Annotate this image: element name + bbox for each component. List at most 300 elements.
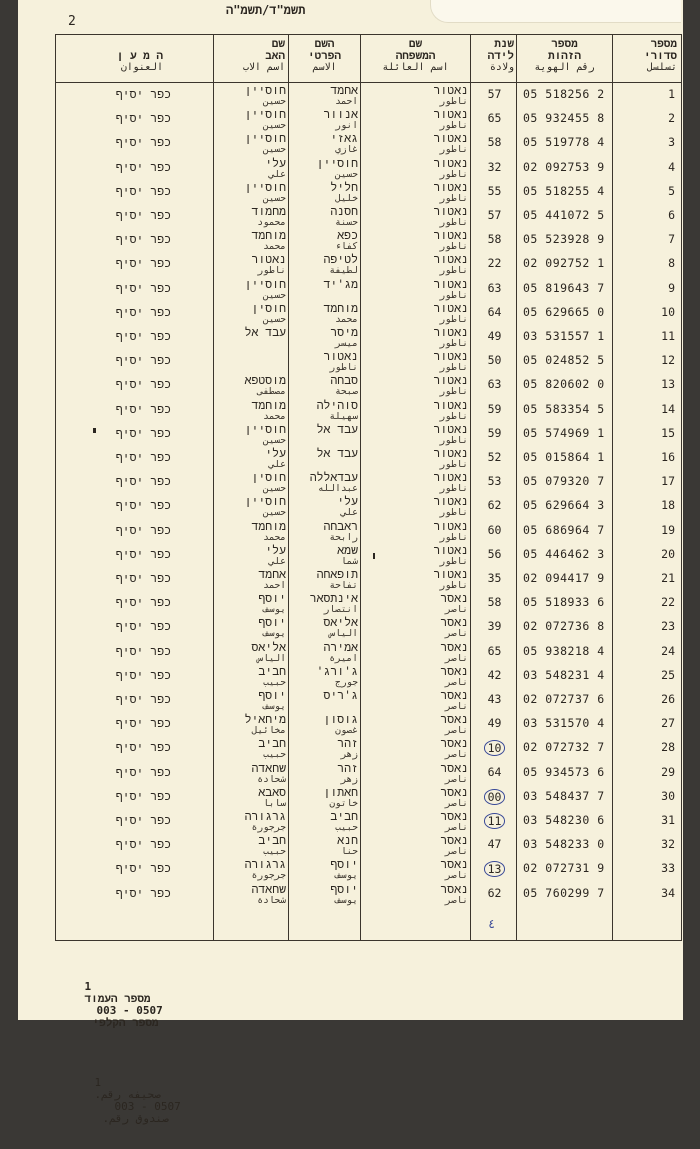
- birth-year: [472, 692, 517, 706]
- first-name: [290, 302, 360, 325]
- birth-year-value: 57: [487, 87, 502, 101]
- first-name-hebrew: חנא: [337, 833, 358, 848]
- family-name-hebrew: נאטור: [433, 131, 468, 146]
- serial-number: 28: [661, 740, 675, 755]
- id-number: 05 446462 3: [523, 546, 605, 561]
- father-name: [214, 84, 288, 107]
- table-row: [56, 883, 681, 907]
- family-name-arabic: ناصر: [445, 797, 468, 809]
- family-name: [362, 132, 470, 155]
- first-name-arabic: خاتون: [329, 797, 358, 809]
- voter-table: [55, 34, 682, 941]
- first-name-arabic: غصون: [335, 725, 358, 737]
- father-name-hebrew: מוחמד: [251, 518, 286, 533]
- family-name: [362, 713, 470, 736]
- address: כפר יסיף: [115, 692, 171, 706]
- first-name-hebrew: אמירה: [323, 639, 358, 654]
- family-name: [362, 374, 470, 397]
- table-row: [56, 108, 681, 132]
- family-name-arabic: ناطور: [439, 483, 468, 495]
- first-name-arabic: اميرة: [329, 652, 358, 664]
- birth-year-value: 35: [487, 571, 502, 585]
- first-name: [290, 858, 360, 881]
- table-row: [56, 737, 681, 761]
- family-name-hebrew: נאסר: [440, 857, 468, 872]
- first-name-hebrew: גאזי: [330, 131, 358, 146]
- birth-year: [472, 813, 517, 829]
- address: כפר יסיף: [115, 280, 171, 295]
- family-name-arabic: ناصر: [445, 725, 468, 737]
- id-number: 03 531570 4: [523, 716, 605, 731]
- family-name: [362, 157, 470, 180]
- first-name: [290, 253, 360, 276]
- father-name: [214, 713, 288, 736]
- father-name: [214, 641, 288, 664]
- serial-number: 21: [661, 571, 675, 585]
- birth-year: [472, 789, 517, 805]
- first-name-hebrew: ראבחה: [323, 518, 358, 533]
- birth-year: [472, 160, 517, 174]
- family-name-arabic: ناطور: [439, 580, 468, 591]
- family-name-arabic: ناطور: [439, 192, 468, 204]
- birth-year-value: 59: [487, 425, 502, 440]
- father-name-arabic: مخائيل: [251, 725, 286, 737]
- father-name-hebrew: נאטור: [251, 252, 286, 267]
- birth-year: [472, 87, 517, 101]
- family-name-hebrew: נאסר: [440, 712, 468, 727]
- ink-speck: [93, 428, 96, 433]
- table-row: [56, 205, 681, 229]
- father-name-arabic: ناطور: [257, 265, 286, 277]
- father-name: [214, 568, 288, 591]
- first-name-arabic: زهر: [340, 749, 358, 761]
- father-name: [214, 471, 288, 494]
- address: כפר יסיף: [115, 304, 171, 319]
- first-name-arabic: الياس: [329, 628, 358, 640]
- birth-year: [472, 208, 517, 222]
- father-name-arabic: جرجورة: [251, 822, 286, 833]
- header-serial: [613, 35, 681, 82]
- father-name-hebrew: חוסיין: [244, 421, 286, 436]
- birth-year: [472, 450, 517, 464]
- family-name: [362, 616, 470, 639]
- address: כפר יסיף: [115, 837, 171, 852]
- serial-number: 27: [661, 716, 675, 731]
- family-name-hebrew: נאטור: [433, 276, 468, 291]
- first-name-hebrew: חאתון: [323, 784, 358, 799]
- footer-page-value: 1: [84, 980, 92, 993]
- first-name: [290, 157, 360, 180]
- address: כפר יסיף: [115, 329, 171, 343]
- family-name: [362, 423, 470, 446]
- serial-number: 33: [661, 861, 675, 876]
- first-name-hebrew: ג'ורג': [316, 663, 358, 678]
- table-row: [56, 520, 681, 544]
- table-row: [56, 84, 681, 108]
- id-number: 02 092753 9: [523, 159, 605, 174]
- id-number: 05 932455 8: [523, 111, 605, 126]
- family-name-arabic: ناطور: [439, 459, 468, 470]
- father-name: [214, 302, 288, 325]
- id-number: 03 548231 4: [523, 667, 605, 682]
- father-name-arabic: شحادة: [257, 773, 286, 785]
- birth-year: [472, 498, 517, 512]
- first-name-arabic: رابحة: [329, 531, 358, 543]
- birth-year: [472, 402, 517, 416]
- family-name: [362, 544, 470, 567]
- birth-year: [472, 765, 517, 779]
- table-row: [56, 689, 681, 713]
- father-name: [214, 616, 288, 639]
- first-name-arabic: حسين: [335, 168, 358, 180]
- father-name-hebrew: חוסין: [251, 300, 286, 315]
- family-name-arabic: ناطور: [439, 265, 468, 277]
- first-name-hebrew: אליאס: [323, 615, 358, 630]
- family-name-arabic: ناصر: [445, 773, 468, 785]
- address: כפר יסיף: [115, 353, 171, 368]
- id-number: 05 686964 7: [523, 522, 605, 537]
- birth-year-value: 60: [487, 522, 502, 537]
- first-name-arabic: سهيلة: [329, 410, 358, 422]
- father-name: [214, 423, 288, 446]
- father-name: [214, 544, 288, 567]
- address: כפר יסיף: [115, 87, 171, 101]
- father-name-hebrew: חביב: [258, 833, 286, 848]
- first-name-hebrew: נאטור: [323, 349, 358, 364]
- father-name: [214, 883, 288, 906]
- first-name: [290, 471, 360, 494]
- family-name-hebrew: נאסר: [440, 833, 468, 848]
- first-name: [290, 762, 360, 785]
- id-number: 02 072737 6: [523, 692, 605, 706]
- family-name-hebrew: נאסר: [440, 615, 468, 630]
- address: כפר יסיף: [115, 764, 171, 779]
- father-name-hebrew: שחאדה: [251, 881, 286, 896]
- birth-year: [472, 111, 517, 125]
- address: כפר יסיף: [115, 740, 171, 755]
- father-name-hebrew: עלי: [265, 155, 286, 170]
- first-name: [290, 810, 360, 833]
- serial-number: 14: [661, 401, 675, 416]
- family-name-hebrew: נאטור: [433, 228, 468, 243]
- father-name-arabic: حسين: [263, 96, 286, 107]
- family-name-hebrew: נאטור: [433, 204, 468, 218]
- birth-year: [472, 232, 517, 246]
- father-name-hebrew: עלי: [265, 446, 286, 460]
- header-text: סדורי: [643, 49, 677, 62]
- table-row: [56, 326, 681, 350]
- father-name-arabic: يوسف: [263, 701, 286, 712]
- first-name-hebrew: מג'יד: [323, 276, 358, 291]
- father-name-arabic: حسين: [263, 313, 286, 325]
- father-name-arabic: يوسف: [263, 604, 286, 616]
- id-number: 05 523928 9: [523, 232, 605, 247]
- father-name-arabic: حسين: [263, 144, 286, 156]
- serial-number: 24: [661, 643, 675, 658]
- first-name-hebrew: חביב: [330, 809, 358, 823]
- father-name-arabic: الياس: [257, 652, 286, 664]
- family-name-arabic: ناطور: [439, 386, 468, 398]
- first-name: [290, 374, 360, 397]
- first-name-arabic: صبحة: [335, 386, 358, 398]
- family-name-arabic: ناصر: [445, 822, 468, 833]
- family-name-arabic: ناطور: [439, 241, 468, 253]
- family-name-arabic: ناطور: [439, 96, 468, 107]
- first-name-hebrew: עבד אל: [316, 446, 358, 460]
- family-name: [362, 737, 470, 760]
- first-name-hebrew: מיסר: [330, 325, 358, 339]
- family-name: [362, 350, 470, 373]
- header-father-name: [214, 35, 288, 82]
- first-name-hebrew: סבחה: [330, 373, 358, 388]
- header-text: הפרטי: [307, 49, 341, 62]
- first-name-hebrew: תופאחה: [316, 567, 358, 581]
- address: כפר יסיף: [115, 571, 171, 585]
- family-name-arabic: ناصر: [445, 870, 468, 882]
- father-name: [214, 592, 288, 615]
- header-text: שם: [271, 37, 285, 50]
- address: כפר יסיף: [115, 401, 171, 416]
- first-name: [290, 520, 360, 543]
- birth-year: [472, 135, 517, 149]
- family-name-arabic: ناصر: [445, 846, 468, 858]
- father-name-hebrew: חוסין: [251, 470, 286, 485]
- header-text: שנת: [494, 37, 514, 50]
- serial-number: 19: [661, 522, 675, 537]
- father-name: [214, 374, 288, 397]
- id-number: 03 548233 0: [523, 837, 605, 852]
- birth-year-value: 58: [487, 135, 502, 150]
- serial-number: 15: [661, 425, 675, 440]
- family-name-hebrew: נאטור: [433, 494, 468, 509]
- family-name: [362, 205, 470, 228]
- serial-number: 25: [661, 667, 675, 682]
- header-text-ar: الاسم: [312, 62, 337, 73]
- address: כפר יסיף: [115, 208, 171, 222]
- id-number: 02 072736 8: [523, 619, 605, 634]
- header-text-ar: تسلسل: [646, 62, 677, 73]
- header-text: המשפחה: [395, 49, 436, 62]
- table-row: [56, 181, 681, 205]
- father-name-hebrew: מוחמד: [251, 397, 286, 412]
- first-name: [290, 665, 360, 688]
- serial-number: 26: [661, 692, 675, 706]
- family-name: [362, 568, 470, 591]
- address: כפר יסיף: [115, 595, 171, 610]
- first-name-arabic: احمد: [335, 96, 358, 107]
- birth-year: [472, 595, 517, 609]
- footer-line-arabic: [58, 1065, 181, 1137]
- father-name: [214, 858, 288, 881]
- id-number: 02 094417 9: [523, 571, 605, 585]
- family-name: [362, 399, 470, 422]
- father-name: [214, 205, 288, 228]
- table-row: [56, 544, 681, 568]
- first-name: [290, 229, 360, 252]
- birth-year-value: 49: [487, 716, 502, 731]
- serial-number: 9: [668, 280, 675, 295]
- birth-year-value: 59: [487, 401, 502, 416]
- birth-year: [472, 716, 517, 730]
- id-number: 05 079320 7: [523, 474, 605, 489]
- father-name: [214, 689, 288, 712]
- id-number: 03 548437 7: [523, 788, 605, 803]
- first-name-hebrew: ג'ריס: [323, 688, 358, 702]
- birth-year-value: 53: [487, 474, 502, 489]
- serial-number: 17: [661, 474, 675, 489]
- father-name-arabic: محمد: [263, 241, 286, 253]
- table-row: [56, 495, 681, 519]
- father-name-arabic: حسين: [263, 120, 286, 132]
- father-name-hebrew: אחמד: [258, 567, 286, 581]
- family-name-hebrew: נאטור: [433, 83, 468, 97]
- paper-fold: [430, 0, 681, 23]
- father-name: [214, 253, 288, 276]
- birth-year-value: 65: [487, 111, 502, 126]
- document-title: תשמ"ד/תשמ"ה: [226, 3, 306, 17]
- birth-year-value: 39: [487, 619, 502, 634]
- father-name: [214, 520, 288, 543]
- family-name-hebrew: נאסר: [440, 639, 468, 654]
- father-name-arabic: محمد: [263, 531, 286, 543]
- birth-year-value: 57: [487, 208, 502, 222]
- address: כפר יסיף: [115, 135, 171, 150]
- family-name-hebrew: נאסר: [440, 809, 468, 823]
- first-name: [290, 713, 360, 736]
- family-name: [362, 278, 470, 301]
- family-name-hebrew: נאטור: [433, 155, 468, 170]
- father-name: [214, 399, 288, 422]
- first-name: [290, 592, 360, 615]
- family-name: [362, 84, 470, 107]
- first-name: [290, 689, 360, 701]
- first-name-arabic: حسنة: [335, 217, 358, 228]
- header-text: ה מ ע ן: [116, 49, 163, 62]
- first-name-hebrew: אינתסאר: [309, 591, 358, 606]
- father-name-hebrew: סאבא: [258, 784, 286, 799]
- family-name-hebrew: נאטור: [433, 373, 468, 388]
- father-name-hebrew: מוחמד: [251, 228, 286, 243]
- family-name-hebrew: נאטור: [433, 107, 468, 122]
- birth-year-value: 64: [487, 764, 502, 779]
- father-name-arabic: علي: [268, 168, 286, 180]
- page-number: 2: [68, 14, 76, 29]
- first-name-arabic: جورج: [335, 676, 358, 688]
- serial-number: 13: [661, 377, 675, 392]
- birth-year: [472, 619, 517, 633]
- family-name: [362, 495, 470, 518]
- table-row: [56, 447, 681, 471]
- footer-line-hebrew: [58, 969, 181, 1041]
- father-name-hebrew: חוסיין: [244, 107, 286, 122]
- first-name: [290, 205, 360, 228]
- family-name-hebrew: נאסר: [440, 688, 468, 702]
- header-text: לידה: [487, 49, 514, 62]
- birth-year-value: 55: [487, 183, 502, 198]
- birth-year: [472, 281, 517, 295]
- family-name-arabic: ناطور: [439, 362, 468, 374]
- first-name: [290, 883, 360, 906]
- birth-year: [472, 305, 517, 319]
- family-name-arabic: ناطور: [439, 217, 468, 228]
- first-name-arabic: ميسر: [335, 338, 358, 349]
- table-row: [56, 302, 681, 326]
- family-name: [362, 181, 470, 204]
- first-name-hebrew: גוסון: [323, 712, 358, 727]
- first-name-arabic: ناطور: [329, 362, 358, 374]
- birth-year: [472, 256, 517, 270]
- serial-number: 18: [661, 498, 675, 513]
- birth-year: [472, 571, 517, 585]
- father-name-arabic: جرجورة: [251, 870, 286, 882]
- first-name: [290, 616, 360, 639]
- family-name: [362, 520, 470, 543]
- serial-number: 3: [668, 135, 675, 150]
- serial-number: 20: [661, 546, 675, 561]
- first-name-hebrew: חליל: [330, 179, 358, 194]
- father-name-arabic: يوسف: [263, 628, 286, 640]
- id-number: 05 629665 0: [523, 304, 605, 319]
- handwritten-note: ٤: [488, 917, 496, 931]
- table-row: [56, 471, 681, 495]
- circled-birth-year: 10: [484, 740, 506, 756]
- first-name-arabic: محمد: [335, 313, 358, 325]
- family-name-arabic: ناطور: [439, 168, 468, 180]
- serial-number: 23: [661, 619, 675, 634]
- family-name-hebrew: נאטור: [433, 397, 468, 412]
- first-name-hebrew: זהר: [337, 760, 358, 775]
- address: כפר יסיף: [115, 474, 171, 489]
- birth-year: [472, 547, 517, 561]
- father-name-arabic: حسين: [263, 507, 286, 519]
- id-number: 05 583354 5: [523, 401, 605, 416]
- father-name-hebrew: גרגורה: [244, 857, 286, 872]
- table-row: [56, 641, 681, 665]
- father-name-hebrew: חוסיין: [244, 83, 286, 97]
- father-name-hebrew: חביב: [258, 663, 286, 678]
- birth-year: [472, 353, 517, 367]
- header-first-name: [289, 35, 360, 82]
- father-name: [214, 762, 288, 785]
- id-number: 03 548230 6: [523, 813, 605, 827]
- table-row: [56, 374, 681, 398]
- table-row: [56, 423, 681, 447]
- table-row: [56, 786, 681, 810]
- father-name: [214, 786, 288, 809]
- father-name: [214, 810, 288, 833]
- first-name: [290, 399, 360, 422]
- father-name-hebrew: חביב: [258, 736, 286, 751]
- serial-number: 6: [668, 208, 675, 222]
- father-name-arabic: حسين: [263, 483, 286, 495]
- father-name-arabic: محمد: [263, 410, 286, 422]
- family-name-hebrew: נאסר: [440, 760, 468, 775]
- first-name: [290, 278, 360, 290]
- first-name-arabic: انور: [335, 120, 358, 132]
- family-name-hebrew: נאטור: [433, 325, 468, 339]
- father-name-hebrew: יוסף: [258, 688, 286, 702]
- id-number: 05 519778 4: [523, 135, 605, 150]
- first-name-arabic: شما: [340, 555, 358, 567]
- table-row: [56, 157, 681, 181]
- father-name-arabic: علي: [268, 555, 286, 567]
- footer-ballot-value-ar: 003 - 0507: [114, 1100, 181, 1113]
- id-number: 05 518256 2: [523, 87, 605, 101]
- address: כפר יסיף: [115, 546, 171, 561]
- family-name-hebrew: נאטור: [433, 518, 468, 533]
- first-name-arabic: زهر: [340, 773, 358, 785]
- first-name: [290, 423, 360, 435]
